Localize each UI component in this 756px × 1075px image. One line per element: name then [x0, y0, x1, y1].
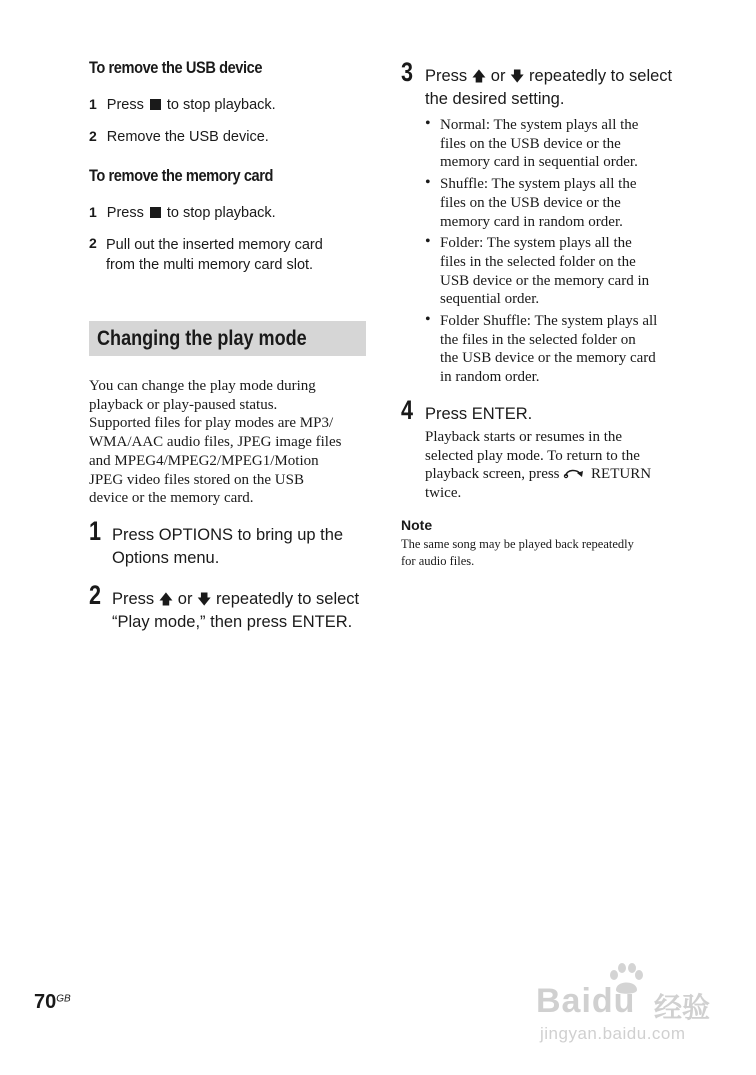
section-title-bar [89, 321, 366, 356]
remove-usb-heading: To remove the USB device [89, 58, 263, 77]
desc-text-pre: playback screen, press [425, 466, 560, 483]
step-text: Remove the USB device. [106, 129, 269, 145]
option-line: the files in the selected folder on [440, 331, 636, 348]
watermark-url: jingyan.baidu.com [540, 1024, 686, 1043]
step-text-pre: Press [106, 205, 144, 221]
step-3-text [425, 65, 672, 111]
option-normal [425, 116, 690, 172]
intro-line: device or the memory card. [89, 490, 254, 507]
step-text-pre: Press [112, 590, 155, 608]
play-mode-options [425, 116, 690, 390]
stop-icon [150, 207, 161, 218]
step-number: 2 [89, 128, 97, 144]
page-number [34, 991, 71, 1014]
step-line: Pull out the inserted memory card [106, 237, 323, 253]
remove-card-heading: To remove the memory card [89, 166, 273, 185]
desc-line: selected play mode. To return to the [425, 447, 640, 464]
step-line: from the multi memory card slot. [106, 257, 314, 273]
page-number-value: 70 [34, 991, 57, 1013]
option-line: memory card in sequential order. [440, 154, 638, 171]
remove-card-step-2-text [106, 235, 323, 275]
step-4-description [425, 428, 695, 503]
desc-line: twice. [425, 485, 462, 502]
option-shuffle [425, 175, 690, 231]
step-line: Press OPTIONS to bring up the [112, 526, 344, 544]
option-line: memory card in random order. [440, 213, 623, 230]
option-line: • Folder: The system plays all the [440, 235, 632, 252]
step-text-post: repeatedly to select [216, 590, 360, 608]
intro-line: playback or play-paused status. [89, 396, 278, 413]
remove-card-step-1 [89, 203, 276, 223]
intro-paragraph [89, 377, 374, 508]
note-line: The same song may be played back repeatedly [401, 537, 634, 551]
option-line: in random order. [440, 369, 540, 386]
step-2-text [112, 588, 359, 634]
arrow-down-icon: 🡇 [197, 591, 212, 607]
option-line: sequential order. [440, 291, 540, 308]
remove-usb-step-2 [89, 127, 269, 147]
step-1-number: 1 [89, 516, 102, 546]
intro-line: JPEG video files stored on the USB [89, 471, 304, 488]
option-line: • Folder Shuffle: The system plays all [440, 313, 658, 330]
step-number: 1 [89, 96, 97, 112]
option-line: files on the USB device or the [440, 194, 621, 211]
step-line: the desired setting. [425, 90, 565, 108]
arrow-down-icon: 🡇 [510, 68, 525, 84]
step-text-pre: Press [106, 97, 144, 113]
option-folder [425, 234, 690, 309]
note-title: Note [401, 517, 433, 533]
step-4-number: 4 [401, 395, 414, 425]
step-text-post: to stop playback. [166, 205, 276, 221]
step-line: “Play mode,” then press ENTER. [112, 613, 353, 631]
option-line: the USB device or the memory card [440, 350, 656, 367]
option-folder-shuffle [425, 312, 690, 387]
step-2-number: 2 [89, 580, 102, 610]
option-line: • Normal: The system plays all the [440, 117, 639, 133]
step-4-text: Press ENTER. [425, 405, 533, 423]
arrow-up-icon: 🡅 [471, 68, 487, 84]
step-text-or: or [490, 67, 506, 85]
step-number: 2 [89, 235, 97, 251]
return-icon [563, 467, 587, 479]
step-number: 1 [89, 204, 97, 220]
option-line: files on the USB device or the [440, 135, 621, 152]
desc-text-post: RETURN [591, 466, 652, 483]
section-title: Changing the play mode [97, 327, 307, 350]
arrow-up-icon: 🡅 [158, 591, 174, 607]
remove-usb-step-1 [89, 95, 276, 115]
watermark-brand: Baidu [536, 982, 636, 1020]
watermark-chinese: 经验 [654, 992, 711, 1023]
option-line: • Shuffle: The system plays all the [440, 176, 637, 193]
option-line: USB device or the memory card in [440, 272, 650, 289]
step-text-or: or [177, 590, 193, 608]
page-number-suffix: GB [56, 993, 71, 1005]
stop-icon [150, 99, 161, 110]
intro-line: and MPEG4/MPEG2/MPEG1/Motion [89, 452, 319, 469]
intro-line: Supported files for play modes are MP3/ [89, 415, 334, 432]
step-1-text [112, 524, 343, 570]
step-text-post: repeatedly to select [529, 67, 673, 85]
step-text-post: to stop playback. [166, 97, 276, 113]
option-line: files in the selected folder on the [440, 253, 636, 270]
intro-line: WMA/AAC audio files, JPEG image files [89, 434, 342, 451]
note-line: for audio files. [401, 553, 475, 568]
baidu-watermark [536, 962, 716, 1052]
intro-line: You can change the play mode during [89, 378, 316, 394]
step-3-number: 3 [401, 57, 414, 87]
step-text-pre: Press [425, 67, 468, 85]
note-text [401, 536, 634, 569]
step-line: Options menu. [112, 549, 220, 567]
desc-line: Playback starts or resumes in the [425, 429, 623, 445]
